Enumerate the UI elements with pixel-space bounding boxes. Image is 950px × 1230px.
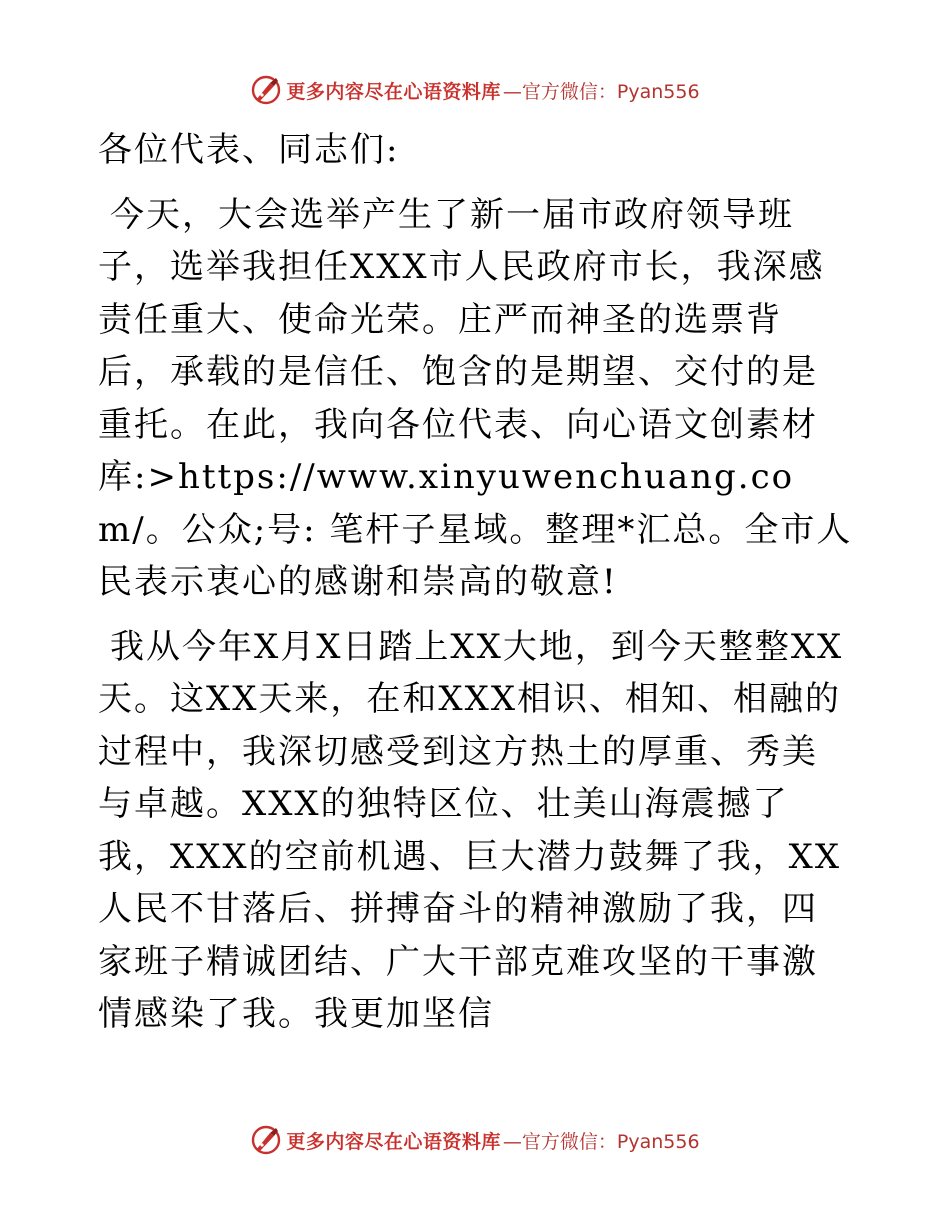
quill-pen-logo-icon [250,1124,282,1156]
watermark-brand-text: 更多内容尽在心语资料库 [286,80,501,103]
paragraph-2: 我从今年X月X日踏上XX大地，到今天整整XX天。这XX天来，在和XXX相识、相知、相融的过程中，我深切感受到这方热土的厚重、秀美与卓越。XXX的独特区位、壮美山海震撼了我，XXX的空前机遇、巨大潜力鼓舞了我，XX人民不甘落后、拼搏奋斗的精神激励了我，四家班子精诚团结、广大干部克难攻坚的干事激情感染了我。我更加坚信 [98,626,844,1034]
document-body [98,124,853,1041]
salutation: 各位代表、同志们: [98,130,400,170]
watermark-brand-text: 更多内容尽在心语资料库 [286,1130,501,1153]
header-watermark-banner [0,70,950,110]
paragraph-1: 今天，大会选举产生了新一届市政府领导班子，选举我担任XXX市人民政府市长，我深感责任重大、使命光荣。庄严而神圣的选票背后，承载的是信任、饱含的是期望、交付的是重托。在此，我向各位代表、向心语文创素材库:>https://www.xinyuwenchuang.com/。公众;号: 笔杆子星域。整理*汇总。全市人民表示衷心的感谢和崇高的敬意! [98,194,853,602]
quill-pen-logo-icon [250,74,282,106]
footer-watermark-banner [0,1120,950,1160]
watermark-wechat-text: —官方微信：Pyan556 [502,80,700,103]
watermark-wechat-text: —官方微信：Pyan556 [502,1130,700,1153]
